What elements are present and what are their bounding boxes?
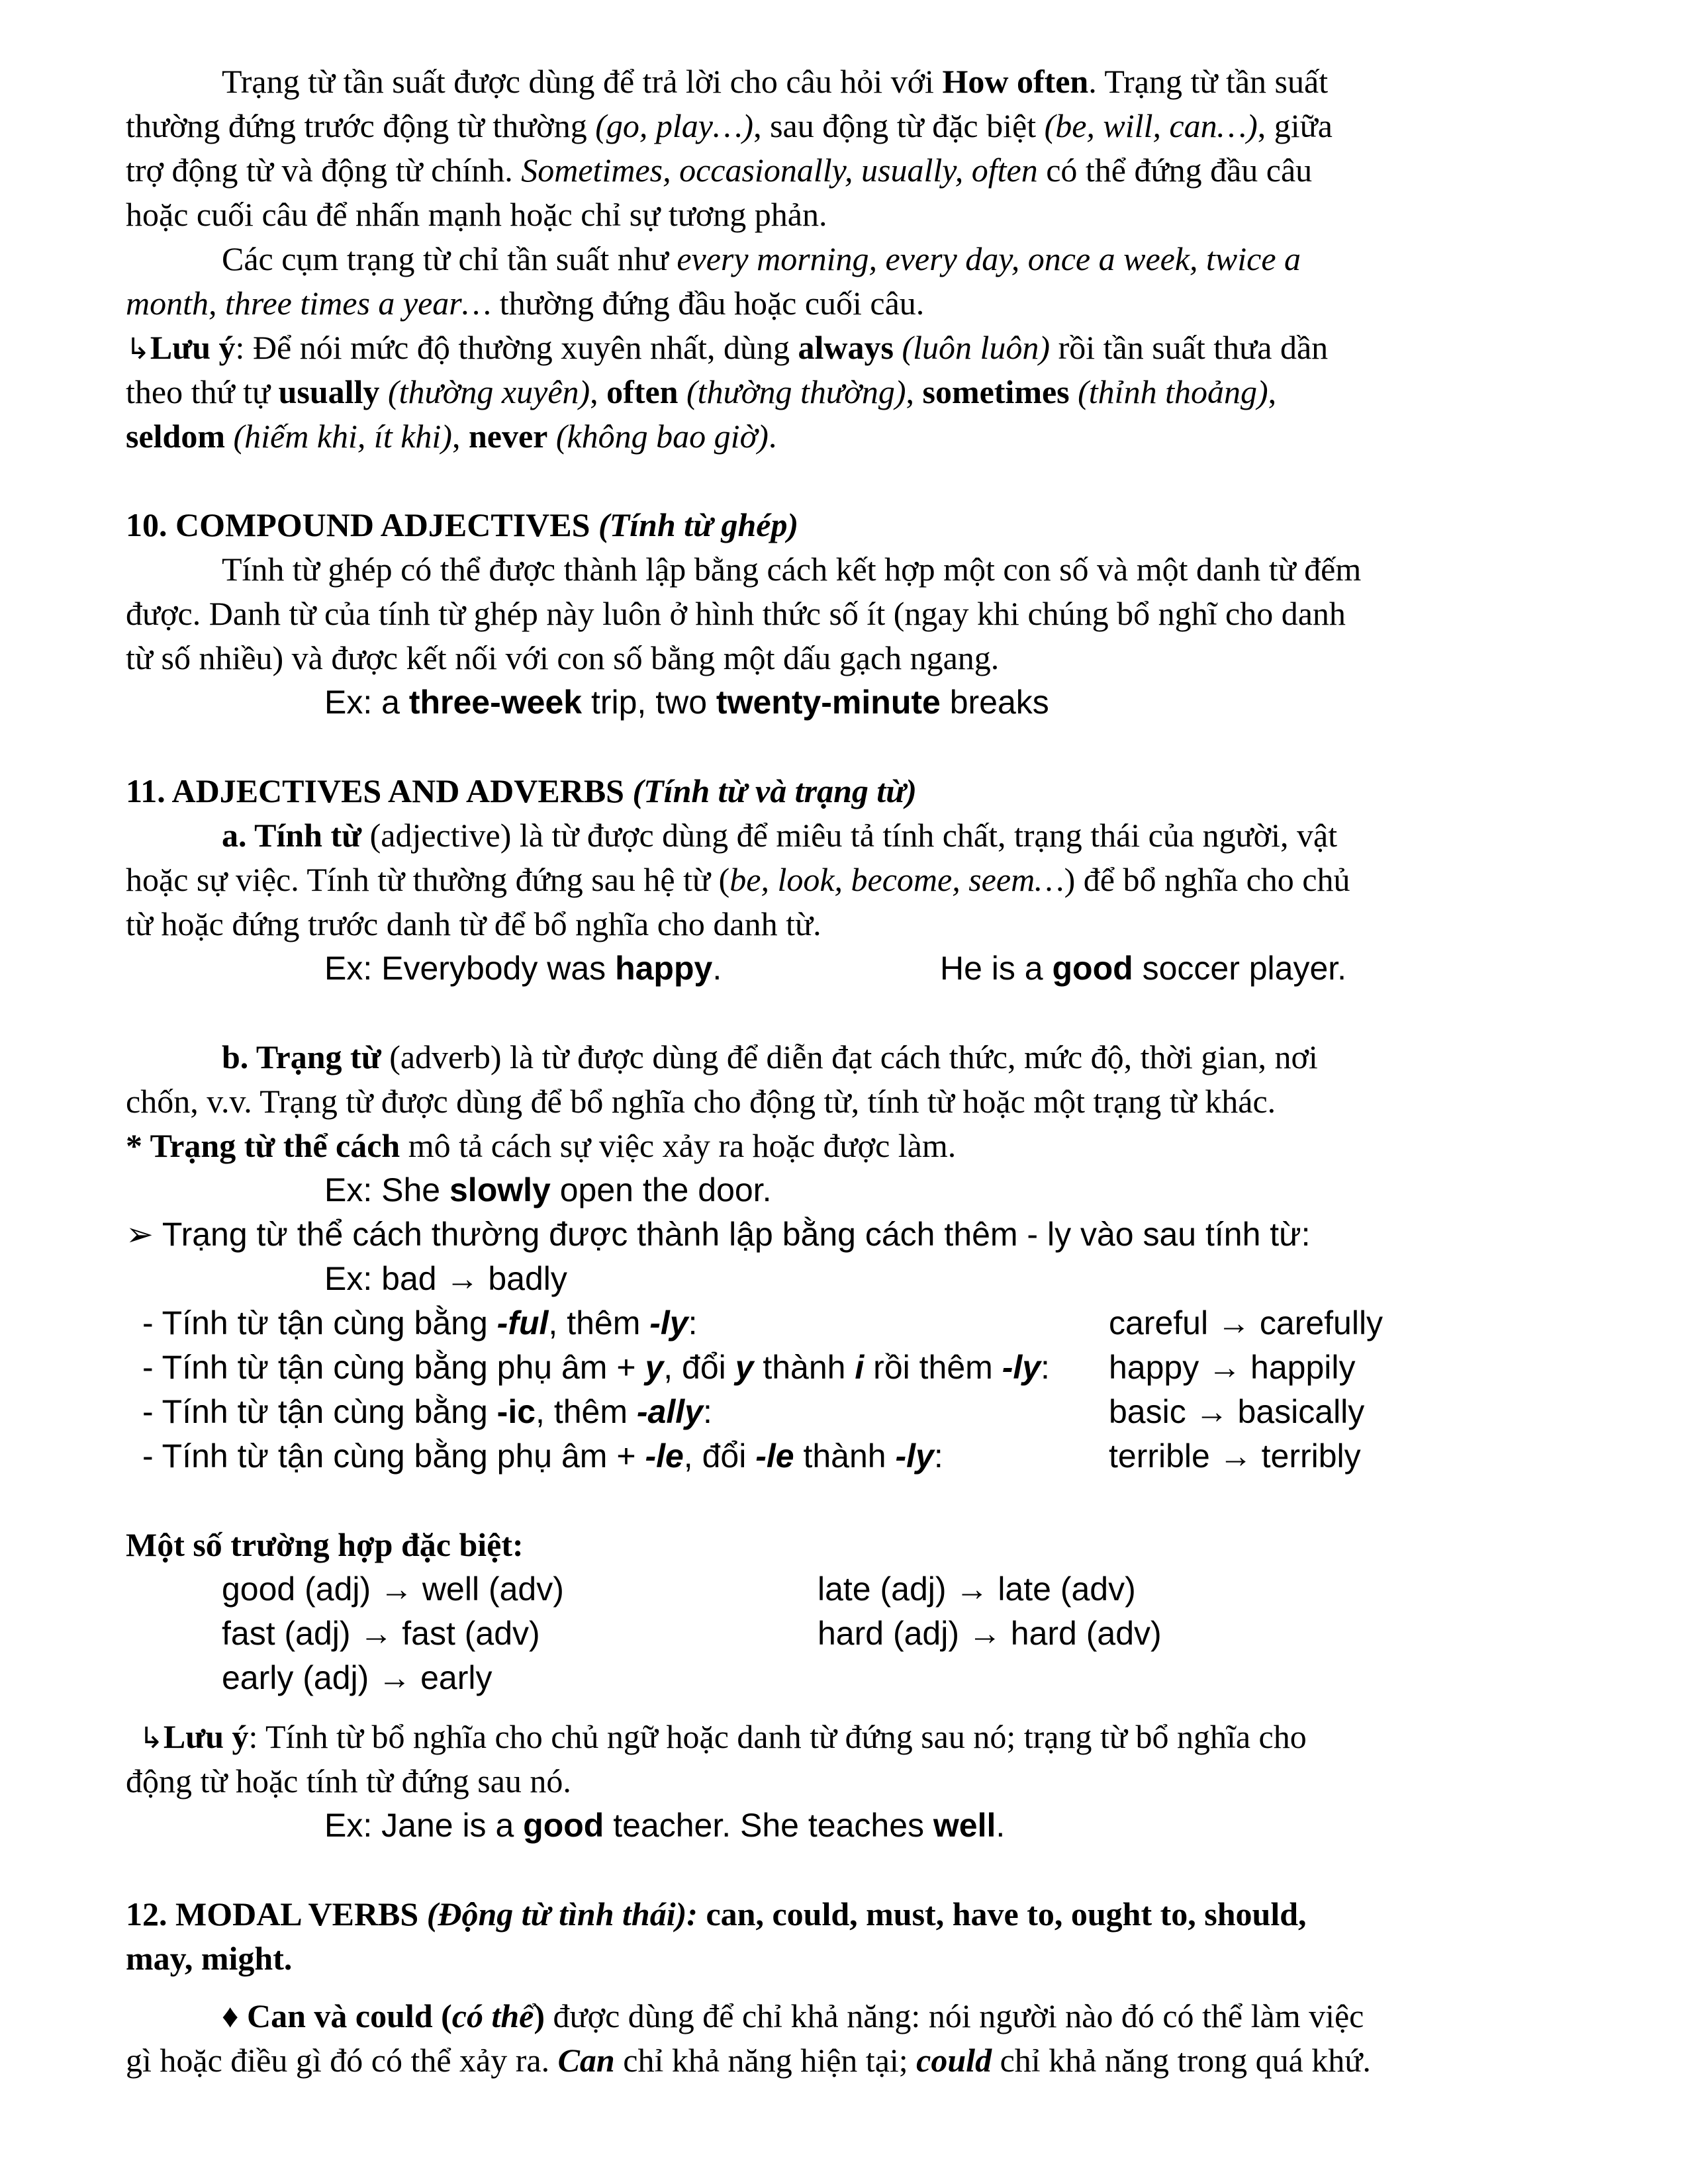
s11-a-line3: từ hoặc đứng trước danh từ để bổ nghĩa cho danh từ.: [126, 905, 821, 942]
rule-text: - Tính từ tận cùng bằng phụ âm + -le, đổi -le thành -ly:: [142, 1437, 943, 1475]
s10-body-line1: Tính từ ghép có thể được thành lập bằng cách kết hợp một con số và một danh từ đếm: [222, 551, 1362, 588]
s12-p-line2: gì hoặc điều gì đó có thể xảy ra. Can chỉ khả năng hiện tại; could chỉ khả năng trong quá khứ.: [126, 2042, 1371, 2079]
s11-a-example-2: He is a good soccer player.: [940, 950, 1347, 987]
s11-b-line1: b. Trạng từ (adverb) là từ được dùng để diễn đạt cách thức, mức độ, thời gian, nơi: [222, 1038, 1318, 1075]
s11-manner: * Trạng từ thể cách mô tả cách sự việc xảy ra hoặc được làm.: [126, 1127, 957, 1164]
s11-a-line2: hoặc sự việc. Tính từ thường đứng sau hệ từ (be, look, become, seem…) để bổ nghĩa cho chủ: [126, 861, 1350, 898]
section-11-heading: 11. ADJECTIVES AND ADVERBS (Tính từ và trạng từ): [126, 772, 917, 809]
special-item: late (adj) → late (adv): [818, 1570, 1136, 1608]
freq-note-line1: ↳Lưu ý: Để nói mức độ thường xuyên nhất, dùng always (luôn luôn) rồi tần suất thưa dần: [126, 329, 1329, 366]
special-row-3: [126, 1656, 1602, 1700]
special-row-1: [126, 1567, 1602, 1612]
s11-b-line2: chốn, v.v. Trạng từ được dùng để bổ nghĩa cho động từ, tính từ hoặc một trạng từ khác.: [126, 1083, 1276, 1120]
rule-example: terrible → terribly: [1109, 1437, 1361, 1475]
s10-example: Ex: a three-week trip, two twenty-minute breaks: [324, 684, 1049, 721]
freq-p2-line1: Các cụm trạng từ chỉ tần suất như every morning, every day, once a week, twice a: [222, 240, 1301, 277]
rule-example: happy → happily: [1109, 1349, 1356, 1386]
special-item: early (adj) → early: [222, 1659, 492, 1696]
freq-note-line3: seldom (hiếm khi, ít khi), never (không bao giờ).: [126, 418, 777, 455]
rule-row-ic: [126, 1390, 1602, 1434]
s11-note-line1: ↳Lưu ý: Tính từ bổ nghĩa cho chủ ngữ hoặc danh từ đứng sau nó; trạng từ bổ nghĩa cho: [139, 1718, 1307, 1755]
freq-p1-line2: thường đứng trước động từ thường (go, play…), sau động từ đặc biệt (be, will, can…), giữa: [126, 107, 1333, 144]
s10-body-line2: được. Danh từ của tính từ ghép này luôn ở hình thức số ít (ngay khi chúng bổ nghĩ cho danh: [126, 595, 1346, 632]
section-12-heading-line2: may, might.: [126, 1940, 293, 1977]
s11-formation-example: Ex: bad → badly: [324, 1260, 567, 1297]
s11-a-line1: a. Tính từ (adjective) là từ được dùng để miêu tả tính chất, trạng thái của người, vật: [222, 817, 1338, 854]
s11-note-example: Ex: Jane is a good teacher. She teaches well.: [324, 1807, 1006, 1844]
section-12-heading: 12. MODAL VERBS (Động từ tình thái): can, could, must, have to, ought to, should,: [126, 1895, 1307, 1933]
rule-example: careful → carefully: [1109, 1304, 1383, 1342]
s11-a-example-1: Ex: Everybody was happy.: [324, 950, 722, 987]
freq-p1-line3: trợ động từ và động từ chính. Sometimes, occasionally, usually, often có thể đứng đầu câu: [126, 152, 1313, 189]
document-page: [126, 60, 1602, 2083]
freq-p1-line1: Trạng từ tần suất được dùng để trả lời cho câu hỏi với How often. Trạng từ tần suất: [222, 63, 1329, 100]
special-item: fast (adj) → fast (adv): [222, 1615, 540, 1652]
s11-note-line2: động từ hoặc tính từ đứng sau nó.: [126, 1762, 571, 1799]
freq-p2-line2: month, three times a year… thường đứng đầu hoặc cuối câu.: [126, 285, 925, 322]
note-arrow-icon: ↳: [139, 1721, 164, 1755]
rule-text: - Tính từ tận cùng bằng -ic, thêm -ally:: [142, 1393, 712, 1430]
section-10-heading: 10. COMPOUND ADJECTIVES (Tính từ ghép): [126, 506, 799, 543]
freq-p1-line4: hoặc cuối câu để nhấn mạnh hoặc chỉ sự tương phản.: [126, 196, 827, 233]
freq-note-line2: theo thứ tự usually (thường xuyên), often (thường thường), sometimes (thỉnh thoảng),: [126, 373, 1277, 410]
s11-formation: ➢ Trạng từ thể cách thường được thành lập bằng cách thêm - ly vào sau tính từ:: [126, 1216, 1311, 1253]
rule-row-ful: [126, 1301, 1602, 1345]
special-item: good (adj) → well (adv): [222, 1570, 564, 1608]
rule-row-le: [126, 1434, 1602, 1479]
s10-body-line3: từ số nhiều) và được kết nối với con số bằng một dấu gạch ngang.: [126, 639, 1000, 676]
note-arrow-icon: ↳: [126, 332, 150, 366]
rule-example: basic → basically: [1109, 1393, 1365, 1430]
special-cases-heading: Một số trường hợp đặc biệt:: [126, 1526, 524, 1563]
s11-a-examples: [126, 946, 1602, 991]
rule-text: - Tính từ tận cùng bằng -ful, thêm -ly:: [142, 1304, 698, 1342]
special-row-2: [126, 1612, 1602, 1656]
special-item: hard (adj) → hard (adv): [818, 1615, 1162, 1652]
rule-row-y: [126, 1345, 1602, 1390]
s11-manner-example: Ex: She slowly open the door.: [324, 1171, 772, 1208]
rule-text: - Tính từ tận cùng bằng phụ âm + y, đổi y thành i rồi thêm -ly:: [142, 1349, 1050, 1386]
s12-p-line1: ♦ Can và could (có thể) được dùng để chỉ khả năng: nói người nào đó có thể làm việc: [222, 1997, 1364, 2034]
